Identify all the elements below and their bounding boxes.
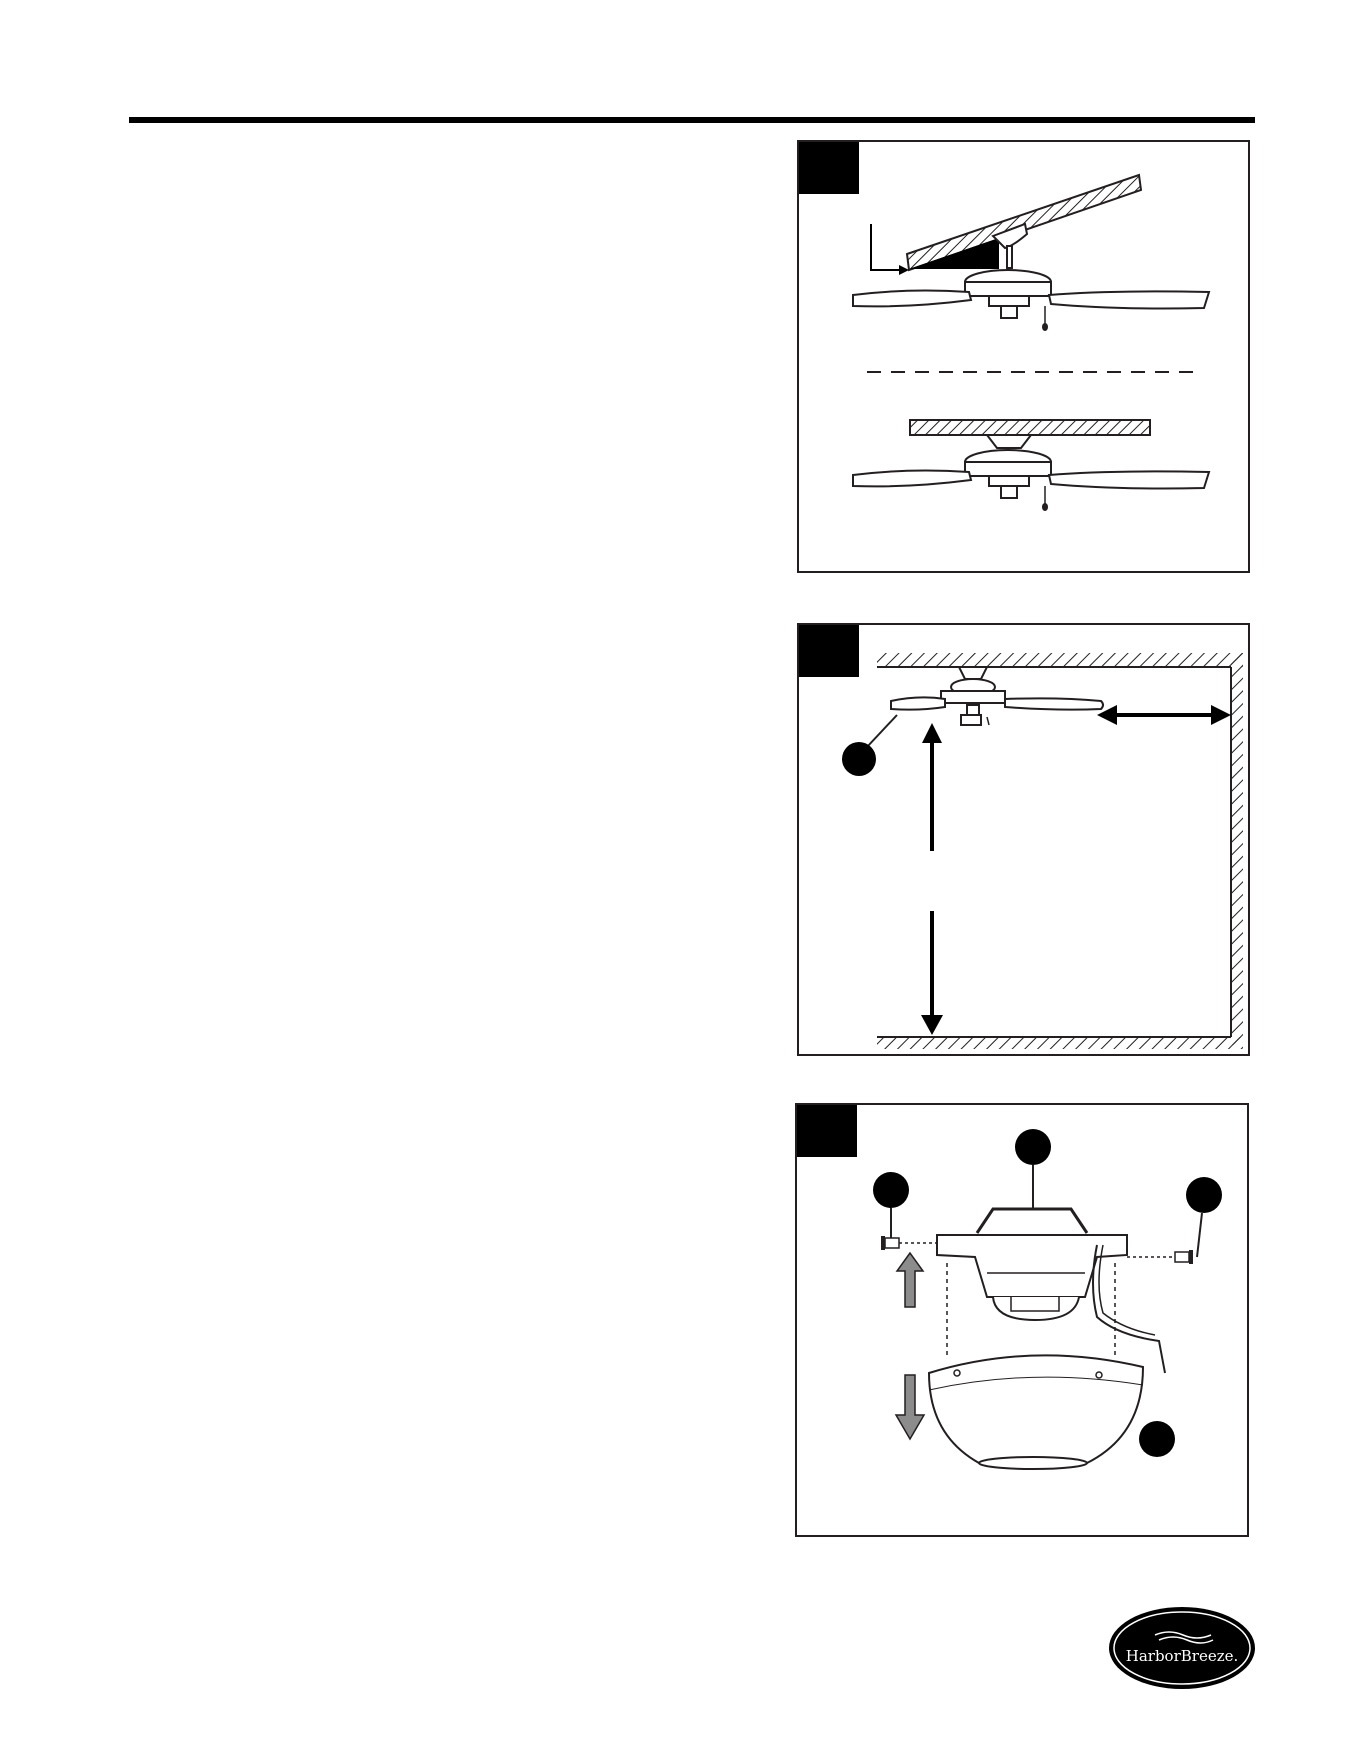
switch-housing <box>961 715 981 725</box>
fan-blade-left <box>891 697 945 709</box>
flat-canopy <box>987 435 1031 448</box>
screw-left <box>881 1236 899 1250</box>
slope-pointer <box>871 224 901 270</box>
canopy <box>959 667 987 679</box>
harbor-breeze-logo <box>1107 1605 1257 1691</box>
callout-circle <box>1186 1177 1222 1213</box>
pull-chain <box>1042 323 1048 331</box>
mounting-bracket-diagram <box>797 1105 1247 1535</box>
svg-text:HarborBreeze.: HarborBreeze. <box>1125 1647 1239 1665</box>
floor <box>877 1037 1243 1049</box>
fan-blade-left <box>853 291 971 307</box>
arrow-up-icon <box>897 1253 923 1307</box>
sloped-ceiling-diagram <box>799 142 1248 571</box>
fan-blade-right <box>1049 471 1209 488</box>
arrow-down-icon <box>896 1375 924 1439</box>
ceiling <box>877 653 1243 667</box>
downrod <box>1007 246 1012 268</box>
fan-blade-right <box>1005 698 1103 709</box>
clearance-diagram <box>799 625 1248 1054</box>
flat-ceiling <box>910 420 1150 435</box>
figure-clearance <box>797 623 1250 1056</box>
fan-blade-right <box>1049 291 1209 308</box>
callout-leader <box>867 715 897 747</box>
fan-blade-left <box>853 471 971 487</box>
switch-housing <box>1001 306 1017 318</box>
figure-mounting-bracket <box>795 1103 1249 1537</box>
wall <box>1231 653 1243 1045</box>
callout-circle <box>842 742 876 776</box>
figure-sloped-ceiling <box>797 140 1250 573</box>
header-rule <box>129 117 1255 123</box>
screw-right <box>1175 1250 1193 1264</box>
bracket-handle <box>977 1209 1087 1233</box>
wire <box>1093 1245 1165 1373</box>
canopy <box>929 1355 1143 1463</box>
callout-circle <box>1015 1129 1051 1165</box>
callout-circle <box>873 1172 909 1208</box>
callout-circle <box>1139 1421 1175 1457</box>
sloped-ceiling <box>907 175 1141 270</box>
